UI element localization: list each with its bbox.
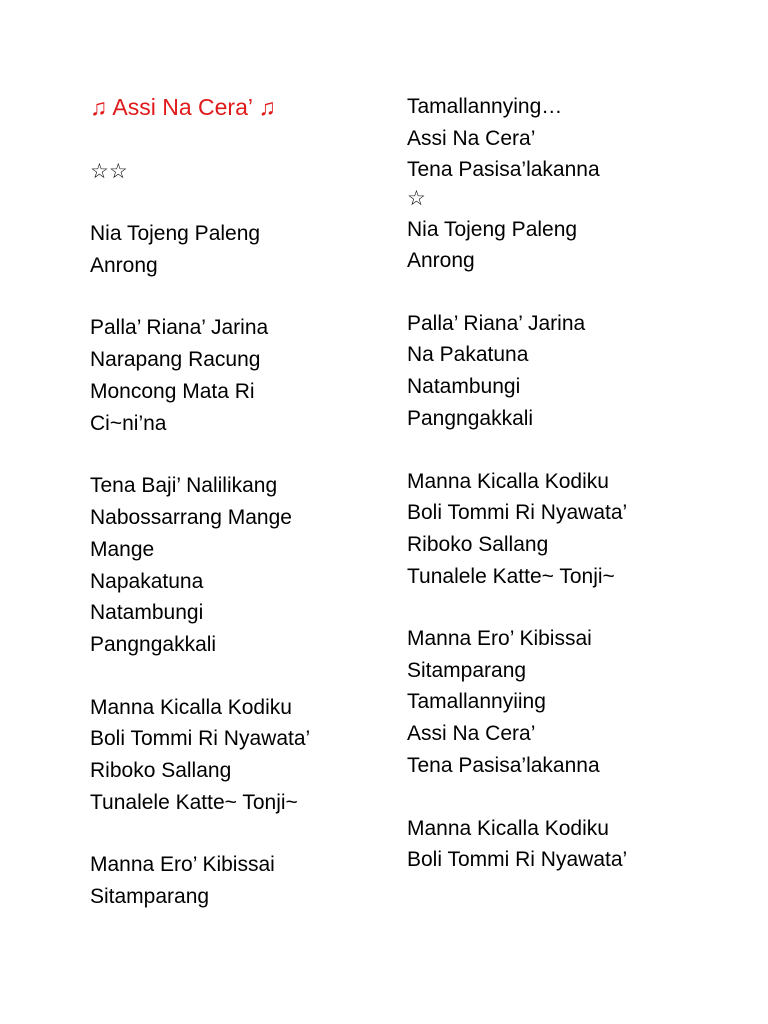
lyric-line: Boli Tommi Ri Nyawata’ [407, 848, 628, 871]
lyric-line: Riboko Sallang [407, 533, 549, 556]
lyric-line: Tena Baji’ Nalilikang [90, 474, 278, 497]
lyric-line: Assi Na Cera’ [407, 722, 536, 745]
lyric-line: ☆☆ [90, 160, 128, 183]
lyric-line: Boli Tommi Ri Nyawata’ [90, 727, 311, 750]
lyric-line: Tena Pasisa’lakanna [407, 158, 600, 181]
song-title: ♫ Assi Na Cera’ ♫ [90, 94, 276, 120]
lyric-line: Sitamparang [90, 885, 210, 908]
lyric-line: Manna Kicalla Kodiku [407, 817, 609, 840]
lyric-line: Riboko Sallang [90, 759, 232, 782]
lyric-line: Tamallannying… [407, 95, 563, 118]
lyric-line: Boli Tommi Ri Nyawata’ [407, 501, 628, 524]
lyric-line: Anrong [407, 249, 475, 272]
lyric-line: Anrong [90, 254, 158, 277]
lyric-line: Manna Kicalla Kodiku [90, 696, 292, 719]
lyric-line: Napakatuna [90, 570, 204, 593]
lyric-line: Pangngakkali [90, 633, 217, 656]
lyric-line: Natambungi [407, 375, 521, 398]
lyric-line: Palla’ Riana’ Jarina [407, 312, 586, 335]
lyric-line: Moncong Mata Ri [90, 380, 255, 403]
lyric-line: Manna Ero’ Kibissai [407, 627, 592, 650]
lyric-line: Natambungi [90, 601, 204, 624]
lyric-line: Nia Tojeng Paleng [407, 218, 578, 241]
lyric-line: Narapang Racung [90, 348, 261, 371]
lyric-line: Tunalele Katte~ Tonji~ [407, 565, 615, 588]
lyric-line: Manna Kicalla Kodiku [407, 470, 609, 493]
lyric-line: Sitamparang [407, 659, 527, 682]
lyric-line: Ci~ni’na [90, 412, 167, 435]
lyric-line: Tamallannyiing [407, 690, 546, 713]
lyric-line: Mange [90, 538, 155, 561]
lyric-line: Manna Ero’ Kibissai [90, 853, 275, 876]
lyric-line: Tena Pasisa’lakanna [407, 754, 600, 777]
lyric-line: ☆ [407, 187, 426, 210]
lyric-line: Nia Tojeng Paleng [90, 222, 261, 245]
lyric-line: Na Pakatuna [407, 343, 529, 366]
lyric-line: Palla’ Riana’ Jarina [90, 316, 269, 339]
lyric-line: Assi Na Cera’ [407, 127, 536, 150]
lyric-line: Tunalele Katte~ Tonji~ [90, 791, 298, 814]
lyric-line: Nabossarrang Mange [90, 506, 292, 529]
lyric-line: Pangngakkali [407, 407, 534, 430]
